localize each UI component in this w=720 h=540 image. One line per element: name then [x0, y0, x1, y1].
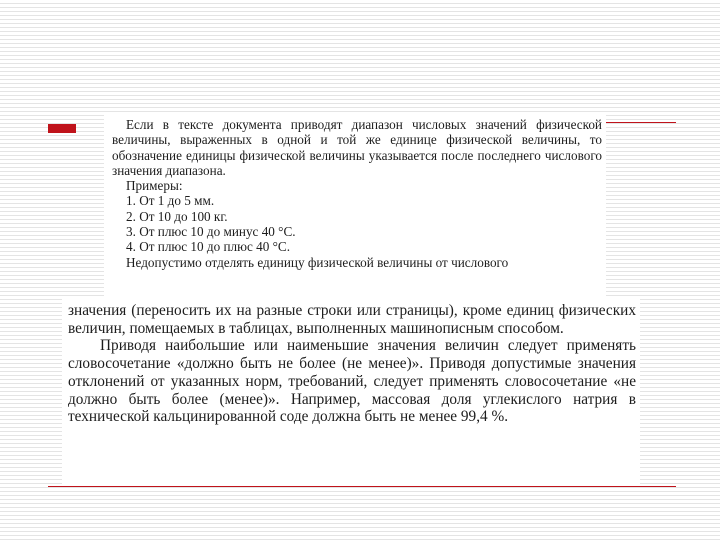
scanned-fragment-bottom [62, 298, 640, 484]
example-item: 2. От 10 до 100 кг. [126, 208, 228, 224]
paragraph-range-units: Если в тексте документа приводят диапазон числовых значений физической величины, выраженных в одной и той же единице физической величины, то обозначение единицы физической величины указывается после последнего числового значения диапазона. [112, 117, 602, 178]
slide-title-rule [600, 122, 676, 123]
paragraph-unit-separation-end: значения (переносить их на разные строки или страницы), кроме единиц физических величин, помещаемых в таблицах, выполненных машинописным способом. [68, 302, 636, 337]
paragraph-unit-separation-start: Недопустимо отделять единицу физической величины от числового [126, 254, 509, 270]
example-item: 4. От плюс 10 до плюс 40 °С. [126, 239, 290, 255]
scanned-fragment-top [104, 112, 606, 298]
slide-bottom-rule [48, 486, 676, 487]
slide-accent-block [48, 124, 76, 133]
paragraph-limit-values: Приводя наибольшие или наименьшие значения величин следует применять словосочетание «должно быть не более (не менее)». Приводя допустимые значения отклонений от указанных норм, требований, следует применять словосочетание «не должно быть более (менее)». Например, массовая доля углекислого натрия в технической кальцинированной соде должна быть не менее 99,4 %. [68, 337, 636, 426]
example-item: 1. От 1 до 5 мм. [126, 193, 215, 209]
examples-heading: Примеры: [126, 178, 183, 194]
example-item: 3. От плюс 10 до минус 40 °С. [126, 224, 296, 240]
examples-block [112, 178, 602, 254]
